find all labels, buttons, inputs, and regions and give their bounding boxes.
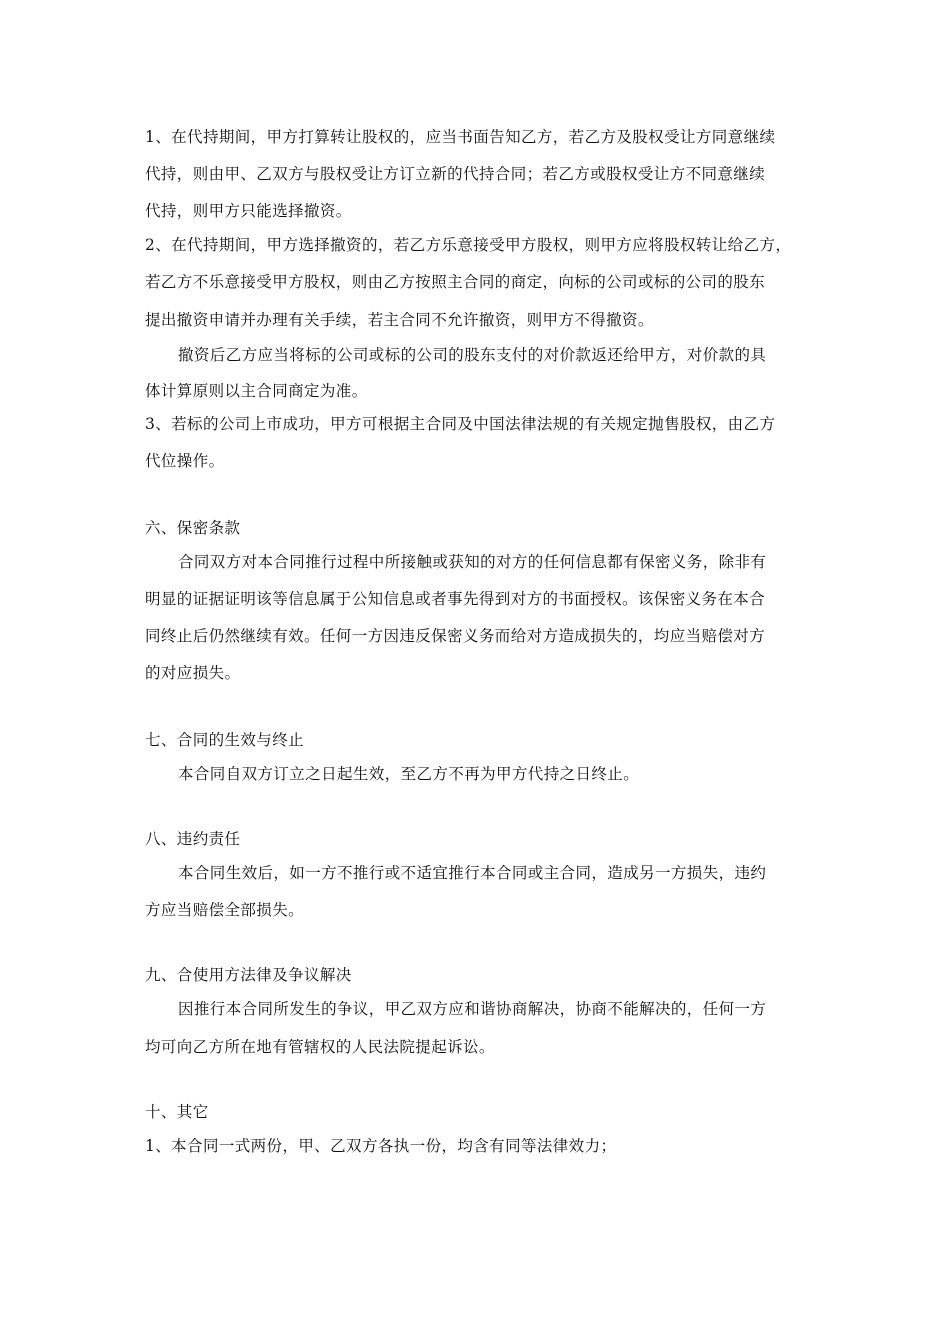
section-6-line-3: 同终止后仍然继续有效。任何一方因违反保密义务而给对方造成损失的，均应当赔偿对方 bbox=[145, 627, 766, 645]
section-9-line-1: 因推行本合同所发生的争议，甲乙双方应和谐协商解决，协商不能解决的，任何一方 bbox=[178, 1000, 767, 1018]
clause-2-para-2-line-1: 撤资后乙方应当将标的公司或标的公司的股东支付的对价款返还给甲方，对价款的具 bbox=[178, 346, 767, 364]
section-7-heading: 七、合同的生效与终止 bbox=[145, 731, 305, 749]
clause-3-line-2: 代位操作。 bbox=[145, 452, 225, 470]
section-7-line-1: 本合同自双方订立之日起生效，至乙方不再为甲方代持之日终止。 bbox=[178, 765, 640, 783]
section-6-line-1: 合同双方对本合同推行过程中所接触或获知的对方的任何信息都有保密义务，除非有 bbox=[178, 553, 767, 571]
section-6-heading: 六、保密条款 bbox=[145, 519, 241, 537]
clause-3-line-1: 3、若标的公司上市成功，甲方可根据主合同及中国法律法规的有关规定抛售股权，由乙方 bbox=[145, 415, 776, 433]
section-6-line-4: 的对应损失。 bbox=[145, 664, 241, 682]
clause-1-line-3: 代持，则甲方只能选择撤资。 bbox=[145, 202, 352, 220]
clause-1-line-1: 1、在代持期间，甲方打算转让股权的，应当书面告知乙方，若乙方及股权受让方同意继续 bbox=[145, 128, 776, 146]
section-6-line-2: 明显的证据证明该等信息属于公知信息或者事先得到对方的书面授权。该保密义务在本合 bbox=[145, 590, 766, 608]
section-8-line-1: 本合同生效后，如一方不推行或不适宜推行本合同或主合同，造成另一方损失，违约 bbox=[178, 864, 767, 882]
clause-1-line-2: 代持，则由甲、乙双方与股权受让方订立新的代持合同；若乙方或股权受让方不同意继续 bbox=[145, 165, 766, 183]
clause-2-line-2: 若乙方不乐意接受甲方股权，则由乙方按照主合同的商定，向标的公司或标的公司的股东 bbox=[145, 273, 766, 291]
section-10-line-1: 1、本合同一式两份，甲、乙双方各执一份，均含有同等法律效力； bbox=[145, 1137, 617, 1155]
section-8-heading: 八、违约责任 bbox=[145, 830, 241, 848]
section-10-heading: 十、其它 bbox=[145, 1103, 209, 1121]
section-8-line-2: 方应当赔偿全部损失。 bbox=[145, 901, 305, 919]
clause-2-line-3: 提出撤资申请并办理有关手续，若主合同不允许撤资，则甲方不得撤资。 bbox=[145, 311, 654, 329]
section-9-heading: 九、合使用方法律及争议解决 bbox=[145, 966, 352, 984]
clause-2-para-2-line-2: 体计算原则以主合同商定为准。 bbox=[145, 382, 368, 400]
clause-2-line-1: 2、在代持期间，甲方选择撤资的，若乙方乐意接受甲方股权，则甲方应将股权转让给乙方， bbox=[145, 236, 792, 254]
section-9-line-2: 均可向乙方所在地有管辖权的人民法院提起诉讼。 bbox=[145, 1038, 495, 1056]
